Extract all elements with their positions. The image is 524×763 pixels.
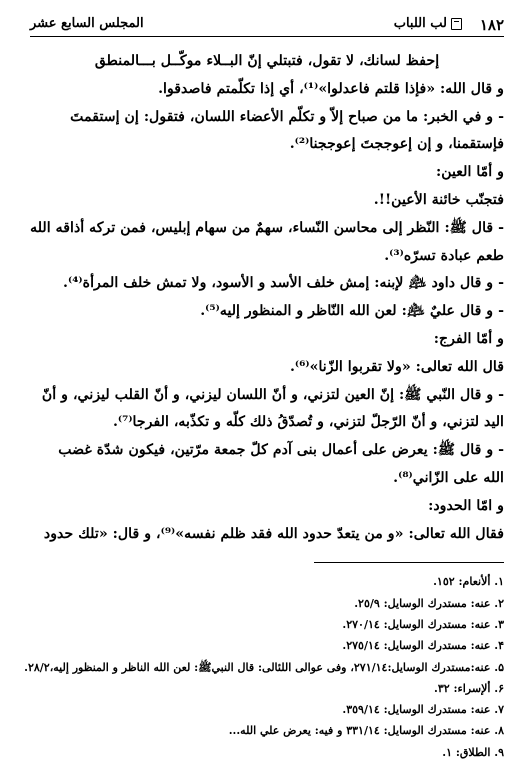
text-line: اليد لتزني، و أنّ الرّجلّ لتزني، و تُصدّقُ ذلك كلّه و تكذّبه، الفرجا⁽⁷⁾. bbox=[112, 414, 504, 431]
text-line: - و في الخبر: ما من صباح إلاّ و تكلّم الأعضاء اللسان، فتقول: إن إستقمتَ bbox=[70, 108, 504, 125]
text-line: فإستقمنا، و إن إعوججتَ إعوججنا⁽²⁾. bbox=[289, 136, 504, 153]
main-text bbox=[30, 48, 504, 548]
footnote: ۵. عنه:مستدرك الوسايل:٢٧١/١٤، وفى عوالى اللئالى: قال النبيﷺ: لعن الله الناظر و المنظور إليه،٢٨/٢. bbox=[24, 660, 504, 674]
text-line: فقال الله تعالى: «و من يتعدّ حدود الله فقد ظلم نفسه»⁽⁹⁾، و قال: «تلك حدود bbox=[43, 525, 504, 542]
text-line: - و قال النّبي ﷺ: إنّ العين لتزني، و أنّ اللسان ليزني، و أنّ القلب ليزني، و أنّ bbox=[41, 386, 504, 403]
footnote: ٩. الطلاق: ١. bbox=[442, 745, 504, 759]
footnote: ۶. ألإسراء: ٣٢. bbox=[434, 681, 504, 695]
text-line: قال الله تعالى: «ولا تقربوا الزّنا»⁽⁶⁾. bbox=[289, 358, 504, 375]
section-heading: و أمّا العين: bbox=[435, 164, 504, 181]
footnote: ١. ألأنعام: ١٥٢. bbox=[433, 575, 504, 589]
page-header bbox=[30, 14, 504, 38]
text-line: الله على الزّاني⁽⁸⁾. bbox=[393, 469, 504, 486]
text-line: - و قال داود ﵇ لإبنه: إمش خلف الأسد و الأسود، ولا تمش خلف المرأة⁽⁴⁾. bbox=[63, 275, 504, 292]
book-icon bbox=[451, 18, 462, 30]
footnote: ۴. عنه: مستدرك الوسايل: ٢٧٥/١٤. bbox=[342, 639, 504, 653]
footnotes bbox=[24, 571, 504, 763]
footnote: ٧. عنه: مستدرك الوسايل: ٣٥٩/١٤. bbox=[342, 703, 504, 717]
chapter-title: المجلس السابع عشر bbox=[30, 16, 144, 31]
text-line: و قال الله: «فإذا قلتم فاعدلوا»⁽¹⁾، أي إذا تكلّمتم فاصدقوا. bbox=[158, 80, 504, 97]
text-line: فتجنّب خائنة الأعين!!. bbox=[373, 191, 504, 208]
text-line: إحفظ لسانك، لا تقول، فتبتلي إنّ البــلاء موكّــل بـــالمنطق bbox=[94, 53, 440, 69]
section-heading: و أمّا الفرج: bbox=[433, 330, 504, 347]
book-title: لب اللباب bbox=[393, 16, 447, 31]
text-line: - و قال عليٌ ﵇: لعن الله النّاظر و المنظور إليه⁽⁵⁾. bbox=[200, 303, 504, 320]
footnote: ٨. عنه: مستدرك الوسايل: ٣٣١/١٤ و فيه: يعرض علي الله... bbox=[228, 724, 504, 738]
footnote-divider bbox=[314, 562, 504, 563]
document-page bbox=[24, 14, 504, 759]
section-heading: و امّا الحدود: bbox=[428, 497, 504, 514]
text-line: - قال ﷺ: النّظر إلى محاسن النّساء، سهمٌ من سهام إبليس، فمن تركه أذاقه الله bbox=[30, 219, 504, 236]
footnote: ٣. عنه: مستدرك الوسايل: ٢٧٠/١٤. bbox=[342, 617, 504, 631]
running-title bbox=[394, 16, 462, 31]
page-number: ١٨٢ bbox=[479, 16, 504, 34]
footnote: ٢. عنه: مستدرك الوسايل: ٢٥/٩. bbox=[354, 596, 504, 610]
header-divider bbox=[30, 36, 504, 37]
text-line: - و قال ﷺ: يعرض على أعمال بنى آدم كلّ جمعة مرّتين، فيكون شدّة غضب bbox=[58, 442, 504, 459]
text-line: طعم عبادة تسرّه⁽³⁾. bbox=[384, 247, 504, 264]
